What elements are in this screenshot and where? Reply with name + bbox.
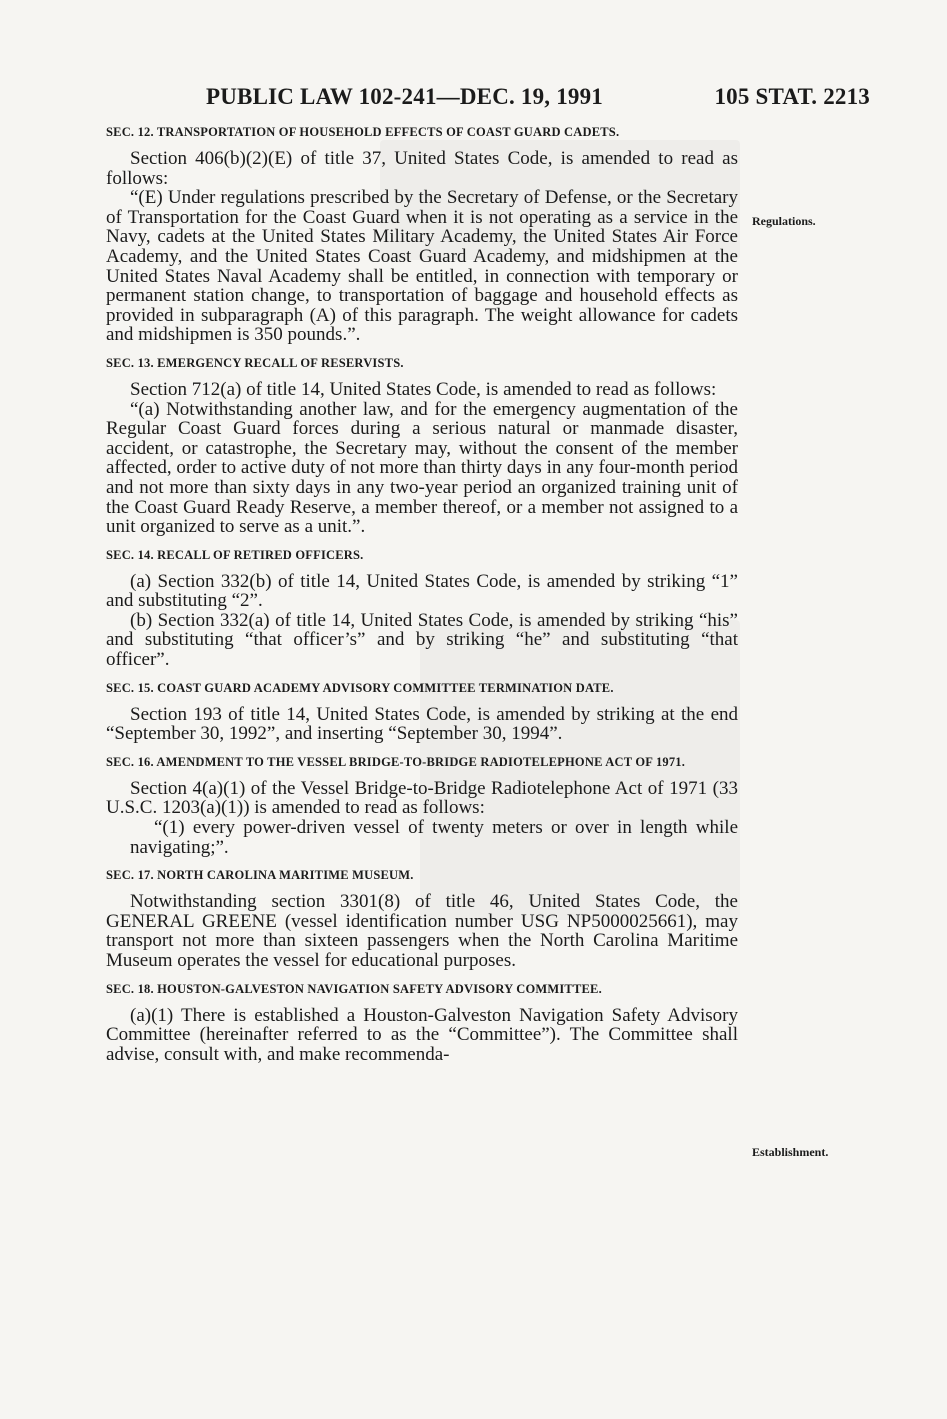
- section-heading-16: SEC. 16. AMENDMENT TO THE VESSEL BRIDGE-TO-BRIDGE RADIOTELEPHONE ACT OF 1971.: [106, 754, 686, 769]
- section-16-paragraph-2: “(1) every power-driven vessel of twenty meters or over in length while navigating;”.: [130, 817, 738, 858]
- section-13-paragraph-1: Section 712(a) of title 14, United States Code, is amended to read as follows:: [130, 378, 717, 400]
- section-heading-12: SEC. 12. TRANSPORTATION OF HOUSEHOLD EFFECTS OF COAST GUARD CADETS.: [106, 125, 620, 139]
- running-header: [206, 84, 870, 112]
- margin-note-regulations: Regulations.: [752, 214, 816, 228]
- section-18-paragraph-1: (a)(1) There is established a Houston-Galveston Navigation Safety Advisory Committee (hereinafter referred to as the “Committee”). The Committee shall advise, consult with, and make recommenda-: [106, 1004, 738, 1065]
- document-body: [106, 124, 738, 1064]
- section-heading-13: SEC. 13. EMERGENCY RECALL OF RESERVISTS.: [106, 355, 404, 370]
- section-12-paragraph-1: Section 406(b)(2)(E) of title 37, United States Code, is amended to read as follows:: [106, 148, 738, 189]
- section-heading-15: SEC. 15. COAST GUARD ACADEMY ADVISORY COMMITTEE TERMINATION DATE.: [106, 680, 614, 695]
- section-heading-17: SEC. 17. NORTH CAROLINA MARITIME MUSEUM.: [106, 868, 414, 883]
- section-15-paragraph-1: Section 193 of title 14, United States Code, is amended by striking at the end “September 30, 1992”, and inserting “September 30, 1994”.: [106, 703, 738, 745]
- section-heading-14: SEC. 14. RECALL OF RETIRED OFFICERS.: [106, 547, 364, 562]
- section-13-paragraph-2: “(a) Notwithstanding another law, and for the emergency augmentation of the Regular Coast Guard forces during a serious natural or manmade disaster, accident, or catastrophe, the Secretary may, without the consent of the member affected, order to active duty of not more than thirty days in any four-month period and not more than sixty days in any two-year period an organized training unit of the Coast Guard Ready Reserve, a member thereof, or a member not assigned to a unit organized to serve as a unit.”.: [106, 398, 738, 538]
- margin-note-establishment: Establishment.: [752, 1145, 829, 1159]
- section-heading-18: SEC. 18. HOUSTON-GALVESTON NAVIGATION SAFETY ADVISORY COMMITTEE.: [106, 981, 602, 996]
- section-12-paragraph-2: “(E) Under regulations prescribed by the Secretary of Defense, or the Secretary of Transportation for the Coast Guard when it is not operating as a service in the Navy, cadets at the United States Military Academy, the United States Air Force Academy, and the United States Coast Guard Academy, and midshipmen at the United States Naval Academy shall be entitled, in connection with temporary or permanent station change, to transportation of baggage and household effects as provided in subparagraph (A) of this paragraph. The weight allowance for cadets and midshipmen is 350 pounds.”.: [106, 187, 738, 346]
- section-14-paragraph-1: (a) Section 332(b) of title 14, United States Code, is amended by striking “1” and substituting “2”.: [106, 570, 738, 612]
- section-16-paragraph-1: Section 4(a)(1) of the Vessel Bridge-to-Bridge Radiotelephone Act of 1971 (33 U.S.C. 1203(a)(1)) is amended to read as follows:: [106, 777, 738, 819]
- header-title: PUBLIC LAW 102-241—DEC. 19, 1991: [206, 84, 604, 109]
- header-page-ref: 105 STAT. 2213: [714, 84, 870, 109]
- section-17-paragraph-1: Notwithstanding section 3301(8) of title 46, United States Code, the GENERAL GREENE (vessel identification number USG NP5000025661), may transport not more than sixteen passengers when the North Carolina Maritime Museum operates the vessel for educational purposes.: [106, 891, 738, 971]
- section-14-paragraph-2: (b) Section 332(a) of title 14, United States Code, is amended by striking “his” and substituting “that officer’s” and by striking “he” and substituting “that officer”.: [106, 609, 738, 671]
